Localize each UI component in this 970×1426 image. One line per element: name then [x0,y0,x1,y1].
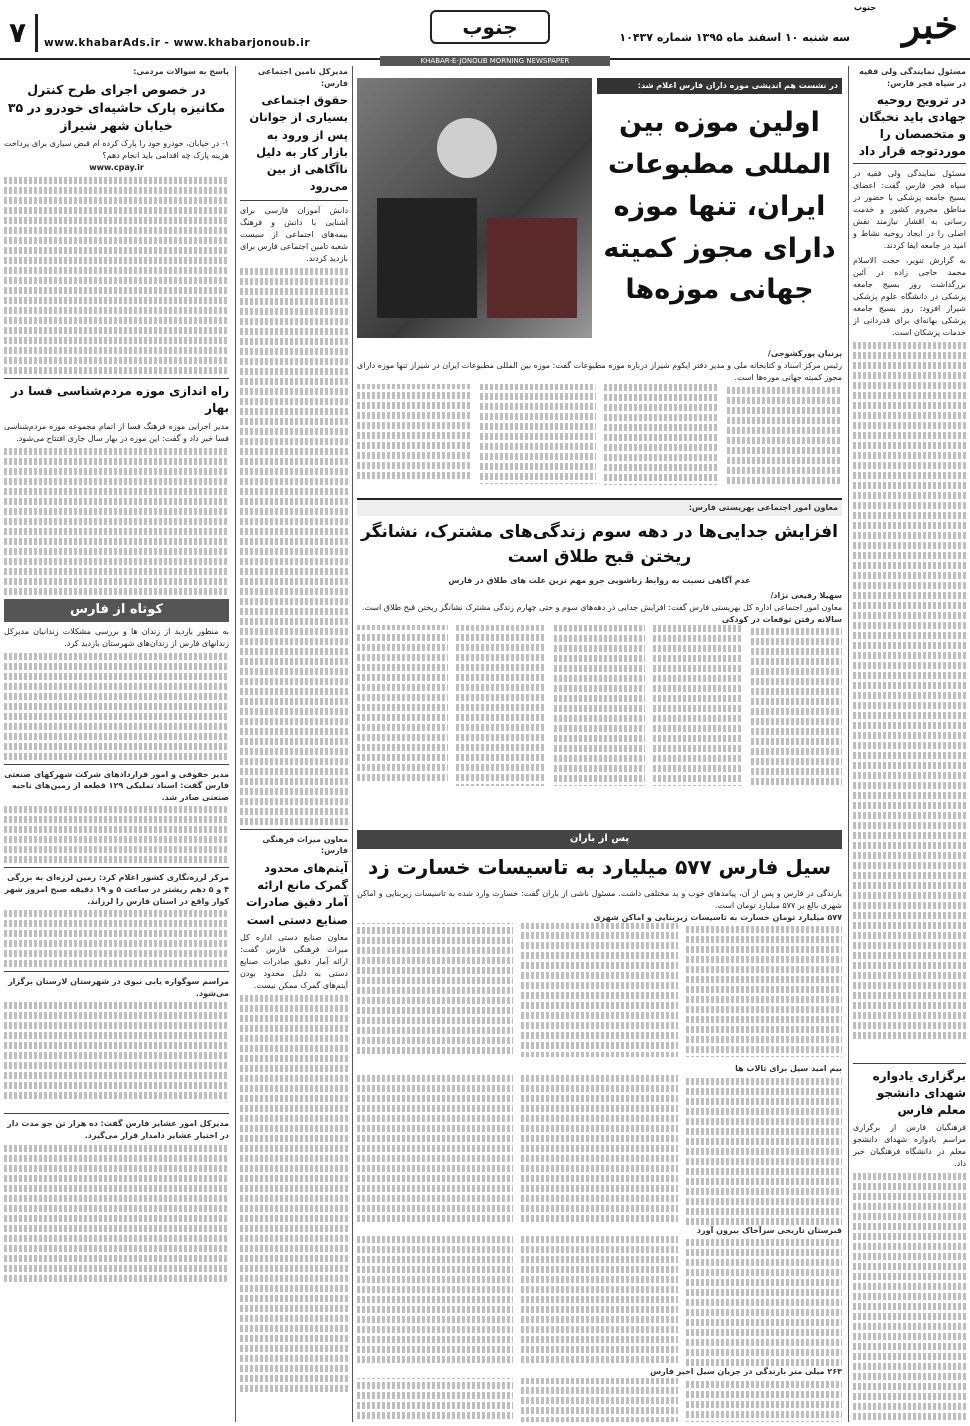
story-flood [357,826,842,1422]
left-headline: در خصوص اجرای طرح کنترل مکانیزه پارک حاشیه‌ای خودرو در ۳۵ خیابان شهر شیراز [7,81,226,133]
left-text-filler-2 [4,445,229,595]
issue-date: سه شنبه ۱۰ اسفند ماه ۱۳۹۵ شماره ۱۰۴۳۷ [619,31,850,44]
short-item-1: مدیر حقوقی و امور قراردادهای شرکت شهرکهای صنعتی فارس گفت: اسناد تملیکی ۱۲۹ قطعه از زمین‌های ناحیه صنعتی صادر شد. [4,769,229,802]
story-divorce [357,498,842,825]
logo-subtext: جنوب [854,3,877,12]
short-item-3: مراسم سوگواره یابی نبوی در شهرستان لارستان برگزار می‌شود. [8,977,229,998]
left-headline-2: راه اندازی موزه مردم‌شناسی فسا در بهار [10,383,229,416]
short-item-2-filler [4,907,229,967]
middle-column [235,66,353,1422]
story2-headline: افزایش جدایی‌ها در دهه سوم زندگی‌های مشترک، نشانگر ریختن قبح طلاق است [361,521,838,568]
right-text-filler-2 [853,1170,966,1422]
right-column [848,66,966,1422]
story3-text-filler-4 [357,1378,842,1422]
story3-subhead-a: ۵۷۷ میلیارد تومان خسارت به تاسیسات زیربنایی و اماکن شهری [593,912,842,922]
right-headline-2: برگزاری یادواره شهدای دانشجو معلم فارس [872,1069,966,1117]
lead-photo [357,78,592,338]
lead-body: رئیس مرکز اسناد و کتابخانه ملی و مدیر دفتر ایکوم شیراز درباره موزه مطبوعات گفت: موزه بین المللی مطبوعات ایران در شیراز تنها موزه دارای مجوز کمیته جهانی موزه‌ها است. [357,360,842,382]
short-item-2: مرکز لرزه‌نگاری کشور اعلام کرد: زمین لرزه‌ای به بزرگی ۴ و ۵ دهم ریشتر در ساعت ۵ و ۱۹ دقیقه صبح امروز شهر کوار واقع در استان فارس را لرزاند. [4,873,229,906]
right-headline: در ترویج روحیه جهادی باید نخبگان و متخصصان را موردتوجه قرار داد [858,93,966,158]
mid-headline: حقوق اجتماعی بسیاری از جوانان پس از ورود به بازار کار به دلیل ناآگاهی از بین می‌رود [249,93,348,194]
story3-text-filler-3 [357,1236,842,1366]
short-news-body: به منظور بازدید از زندان ها و بررسی مشکلات زندانیان مدیرکل زندانهای فارس از زندان‌های شهرستان بازدید کرد. [4,626,229,648]
short-item-4: مدیرکل امور عشایر فارس گفت: ده هزار تن جو مدت دار در اختیار عشایر دامدار قرار می‌گیرد. [7,1119,229,1140]
right-body-2: به گزارش تنویر، حجت الاسلام محمد حاجی زاده در آئین بزرگداشت روز بسیج جامعه پزشکی در دانشگاه علوم پزشکی شیراز افزود: روز بسیج جامعه پزشکی بهانه‌ای برای قدردانی از خدمات پزشکان است. [853,256,966,338]
story2-text-filler [357,625,842,825]
divider [853,1063,966,1064]
short-item-3-filler [4,999,229,1109]
mid-kicker-2: معاون میراث فرهنگی فارس: [262,834,348,856]
divider [240,829,348,830]
short-item-4-filler [4,1142,229,1292]
divider [240,200,348,201]
photo-figure-3 [487,218,577,318]
lead-text-filler [357,384,842,494]
left-text-filler [4,174,229,374]
left-body: ۱- در خیابان، خودرو خود را پارک کرده ام قبض سیاری برای پرداخت هزینه پارک چه اقدامی باید انجام دهم؟ [4,138,229,160]
mid-headline-2: آیتم‌های محدود گمرک مانع ارائه آمار دقیق صادرات صنایع دستی است [246,860,348,927]
lead-byline: پرنیان پورکشوجی/ [767,349,842,358]
mid-body: دانش آموزان فارسی برای آشنایی با دانش و فرهنگ بیمه‌های اجتماعی از سیست شعبه تامین اجتماعی فارس برای بازدید کردند. [240,205,348,263]
center-column [357,66,842,1422]
mid-text-filler [240,265,348,825]
english-strip: KHABAR-E-JONOUB MORNING NEWSPAPER [380,56,610,66]
photo-figure-2 [377,198,477,318]
divider [4,1113,229,1114]
mid-body-2: معاون صنایع دستی اداره کل میراث فرهنگی فارس گفت: ارائه آمار دقیق صادرات صنایع دستی به دلیل محدود بودن آیتم‌های گمرک ممکن نیست. [240,932,348,990]
story3-headline: سیل فارس ۵۷۷ میلیارد به تاسیسات خسارت زد [367,854,832,879]
story2-subhead: عدم آگاهی نسبت به روابط زناشویی جزو مهم ترین علت های طلاق در فارس [448,575,751,585]
right-body: مسئول نمایندگی ولی فقیه در سپاه فجر فارس گفت: اعضای بسیج جامعه پزشکی با حضور در مناطق محروم کشور و خدمت رسانی به اقشار نیازمند نقش اصلی را در ایجاد روحیه نشاط و امید در جامعه ایفا کردند. [853,169,966,251]
divider [4,971,229,972]
right-body-3: فرهنگیان فارس از برگزاری مراسم یادواره شهدای دانشجو معلم در دانشگاه فرهنگیان خبر داد. [853,1122,966,1168]
newspaper-logo [852,2,962,54]
story2-body: معاون امور اجتماعی اداره کل بهزیستی فارس گفت: افزایش جدایی در دهه‌های سوم و حتی چهارم زندگی مشترک نشانگر ریختن قبح طلاق است. [361,602,842,612]
short-news-title: کوتاه از فارس [4,599,229,622]
left-column [4,66,229,1422]
website-links[interactable]: www.khabarAds.ir - www.khabarjonoub.ir [44,37,311,49]
page-number: ۷ [0,14,38,52]
divider [4,867,229,868]
right-kicker: مسئول نمایندگی ولی فقیه در سپاه فجر فارس: [859,67,966,88]
story2-subhead-2: سالانه رفتن توقعات در کودکی [721,614,842,624]
short-item-1-filler [4,803,229,863]
photo-figure [437,118,497,178]
divider [853,163,966,164]
left-kicker: پاسخ به سوالات مردمی: [133,67,229,76]
story2-kicker: معاون امور اجتماعی بهزیستی فارس: [357,500,842,516]
lead-headline: اولین موزه بین المللی مطبوعات ایران، تنها موزه دارای مجوز کمیته جهانی موزه‌ها [603,107,836,306]
section-title: جنوب [430,10,550,44]
divider [4,764,229,765]
lead-tagline: در نشست هم اندیشی موزه داران فارس اعلام شد: [597,78,842,94]
right-text-filler [853,339,966,1059]
lead-body-block [357,348,842,494]
story3-subhead-c: قبرستان تاریخی سرآخاک بیرون آورد [696,1225,842,1235]
short-news-filler [4,650,229,760]
story3-text-filler [357,923,842,1063]
story3-kicker: پس از باران [357,830,842,849]
logo-text: خبر [902,2,958,47]
story3-subhead-d: ۲۶۳ میلی متر بارندگی در جریان سیل اخیر فارس [650,1367,842,1377]
story2-byline: سهیلا رفیعی نژاد/ [770,591,842,601]
story3-subhead-b: بیم امید سیل برای تالاب ها [735,1064,842,1074]
mid-kicker: مدیرکل تامین اجتماعی فارس: [257,67,348,88]
masthead [0,0,970,65]
mid-text-filler-2 [240,992,348,1392]
divider [4,378,229,379]
story3-body: بارندگی در فارس و پس از آن، پیامدهای خوب و بد مختلفی داشت. مسئول ناشی از باران گفت: خسارت وارد شده به تاسیسات زیربنایی و اماکن شهری بالغ بر ۵۷۷ میلیارد تومان است. [357,888,842,910]
cpay-link[interactable]: www.cpay.ir [89,162,144,172]
story3-text-filler-2 [357,1075,842,1225]
left-body-2: مدیر اجرایی موزه فرهنگ فسا از اتمام مجموعه موزه مردم‌شناسی فسا خبر داد و گفت: این موزه در بهار سال جاری افتتاح می‌شود. [4,421,229,443]
